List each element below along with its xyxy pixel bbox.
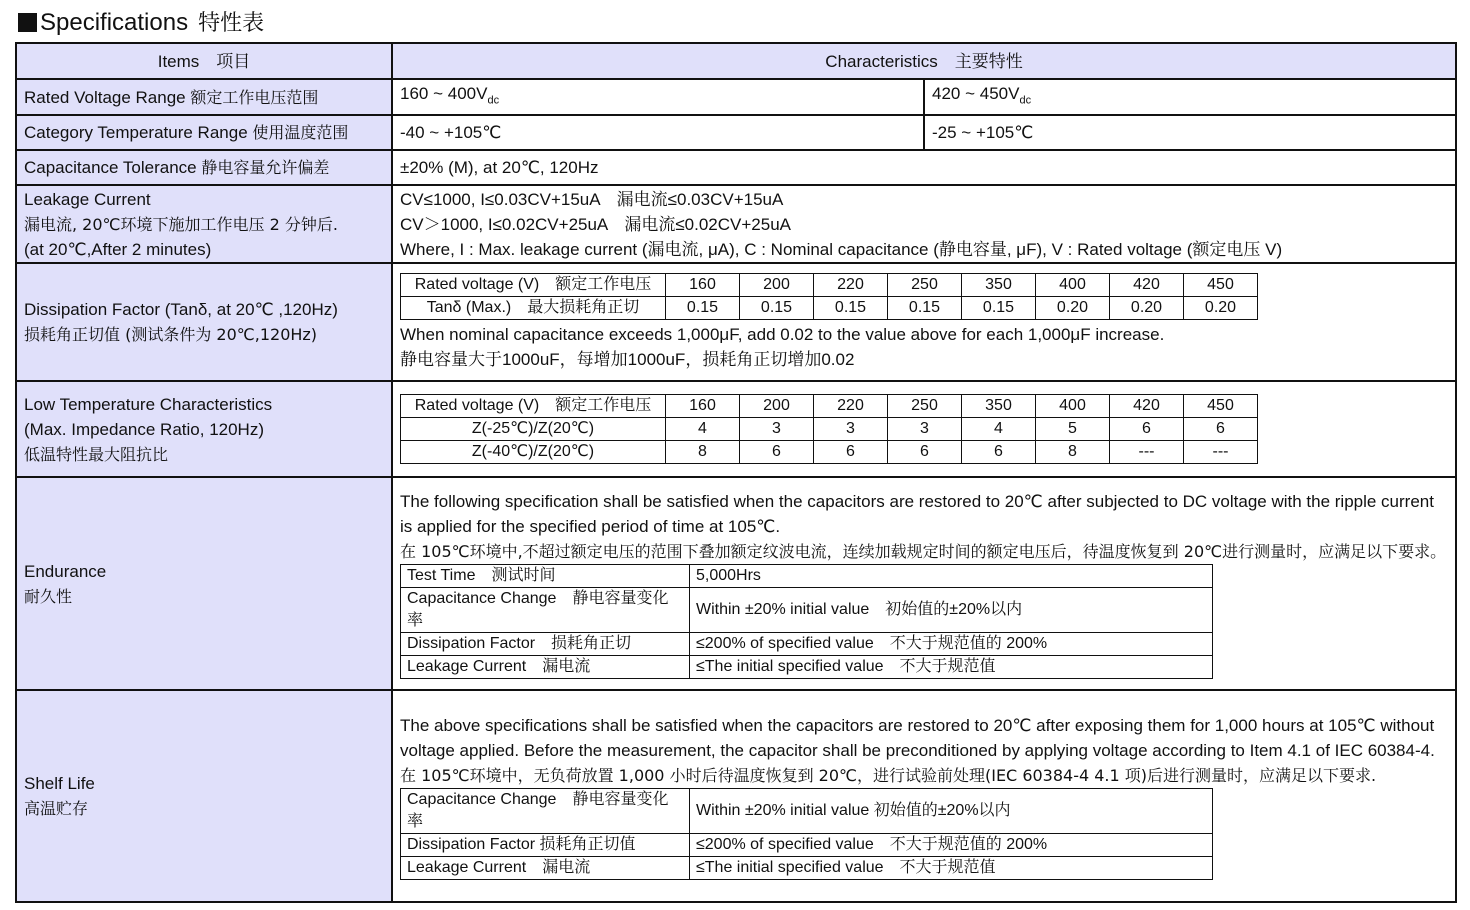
dissipation-factor-table (400, 273, 1258, 320)
lt-z25-header: Z(-25℃)/Z(20℃) (401, 418, 666, 441)
lt-z25-cell: 5 (1036, 418, 1110, 441)
shelf-value-cell: ≤The initial specified value 不大于规范值 (690, 856, 1213, 879)
low-temperature-row (16, 381, 1456, 477)
lt-z25-cell: 3 (740, 418, 814, 441)
page-title (18, 6, 264, 40)
lt-z25-cell: 6 (1184, 418, 1258, 441)
capacitance-tolerance-row (16, 150, 1456, 185)
lt-voltage-cell: 250 (888, 395, 962, 418)
leakage-current-label: Leakage Current 漏电流, 20℃环境下施加工作电压 2 分钟后. (at 20℃,After 2 minutes) (16, 185, 392, 263)
df-tan-cell: 0.15 (888, 296, 962, 319)
shelf-text-en: The above specifications shall be satisfied when the capacitors are restored to 20℃ after exposing them for 1,000 hours at 105℃ without voltage applied. Before the measurement, the capacitor shall be preconditioned by applying voltage according to Item 4.1 of IEC 60384-4. (400, 715, 1435, 760)
lt-z40-header: Z(-40℃)/Z(20℃) (401, 441, 666, 464)
title-en: Specifications (40, 9, 189, 36)
low-temperature-label: Low Temperature Characteristics (Max. Impedance Ratio, 120Hz) 低温特性最大阻抗比 (16, 381, 392, 477)
shelf-value-cell: Within ±20% initial value 初始值的±20%以内 (690, 788, 1213, 833)
df-voltage-cell: 250 (888, 273, 962, 296)
lt-rated-voltage-header: Rated voltage (V) 额定工作电压 (401, 395, 666, 418)
df-tan-cell: 0.15 (962, 296, 1036, 319)
dissipation-factor-label: Dissipation Factor (Tanδ, at 20℃ ,120Hz) 损耗角正切值 (测试条件为 20℃,120Hz) (16, 263, 392, 381)
df-voltage-cell: 420 (1110, 273, 1184, 296)
title-zh: 特性表 (198, 11, 265, 36)
endurance-row (16, 477, 1456, 690)
capacitance-tolerance-value: ±20% (M), at 20℃, 120Hz (392, 150, 1456, 185)
df-tan-cell: 0.15 (740, 296, 814, 319)
lt-z25-cell: 6 (1110, 418, 1184, 441)
rated-voltage-value-1: 160 ~ $400V_{dc}$ (392, 79, 924, 115)
low-temperature-table (400, 394, 1258, 464)
lt-z40-cell: 6 (888, 441, 962, 464)
df-voltage-cell: 160 (666, 273, 740, 296)
shelf-value-cell: ≤200% of specified value 不大于规范值的 200% (690, 833, 1213, 856)
lt-z40-cell: --- (1184, 441, 1258, 464)
df-tan-cell: 0.15 (666, 296, 740, 319)
header-row (16, 43, 1456, 79)
lt-z25-cell: 3 (888, 418, 962, 441)
df-voltage-cell: 350 (962, 273, 1036, 296)
endurance-value (392, 477, 1456, 690)
endurance-spec-table (400, 564, 1213, 679)
shelf-key: Capacitance Change 静电容量变化率 (401, 788, 690, 833)
lt-z40-cell: 8 (1036, 441, 1110, 464)
lt-z25-cell: 4 (666, 418, 740, 441)
shelf-text-zh: 在 105℃环境中，无负荷放置 1,000 小时后待温度恢复到 20℃，进行试验前处理(IEC 60384-4 4.1 项)后进行测量时，应满足以下要求. (400, 765, 1377, 785)
category-temperature-row (16, 115, 1456, 150)
lt-z25-cell: 4 (962, 418, 1036, 441)
endurance-text-zh: 在 105℃环境中,不超过额定电压的范围下叠加额定纹波电流，连续加载规定时间的额定电压后，待温度恢复到 20℃进行测量时，应满足以下要求。 (400, 541, 1447, 561)
lt-voltage-cell: 450 (1184, 395, 1258, 418)
rated-voltage-value-2: 420 ~ $450V_{dc}$ (924, 79, 1456, 115)
dissipation-factor-row (16, 263, 1456, 381)
low-temperature-value (392, 381, 1456, 477)
df-tan-cell: 0.20 (1036, 296, 1110, 319)
df-note-en: When nominal capacitance exceeds 1,000μF, add 0.02 to the value above for each 1,000μF increase. (400, 324, 1165, 344)
lt-voltage-cell: 400 (1036, 395, 1110, 418)
df-tan-cell: 0.20 (1184, 296, 1258, 319)
category-temperature-value-1: -40 ~ +105℃ (392, 115, 924, 150)
lt-voltage-cell: 220 (814, 395, 888, 418)
endurance-value-cell: ≤200% of specified value 不大于规范值的 200% (690, 632, 1213, 655)
endurance-value-cell: 5,000Hrs (690, 564, 1213, 587)
df-tan-cell: 0.20 (1110, 296, 1184, 319)
specifications-table (15, 42, 1457, 903)
capacitance-tolerance-label: Capacitance Tolerance 静电容量允许偏差 (16, 150, 392, 185)
df-voltage-cell: 450 (1184, 273, 1258, 296)
df-tan-cell: 0.15 (814, 296, 888, 319)
df-voltage-cell: 400 (1036, 273, 1110, 296)
endurance-text-en: The following specification shall be satisfied when the capacitors are restored to 20℃ after subjected to DC voltage with the ripple current is applied for the specified period of time at 105℃. (400, 491, 1434, 536)
rated-voltage-label: Rated Voltage Range 额定工作电压范围 (16, 79, 392, 115)
black-square-icon (18, 13, 37, 32)
lt-z40-cell: 8 (666, 441, 740, 464)
df-voltage-cell: 220 (814, 273, 888, 296)
endurance-value-cell: ≤The initial specified value 不大于规范值 (690, 655, 1213, 678)
shelf-life-row (16, 690, 1456, 902)
df-voltage-cell: 200 (740, 273, 814, 296)
shelf-life-label: Shelf Life 高温贮存 (16, 690, 392, 902)
df-note-zh: 静电容量大于1000uF，每增加1000uF，损耗角正切增加0.02 (400, 349, 855, 369)
category-temperature-label: Category Temperature Range 使用温度范围 (16, 115, 392, 150)
dissipation-factor-value (392, 263, 1456, 381)
shelf-key: Leakage Current 漏电流 (401, 856, 690, 879)
shelf-life-value (392, 690, 1456, 902)
endurance-key: Leakage Current 漏电流 (401, 655, 690, 678)
df-rated-voltage-header: Rated voltage (V) 额定工作电压 (401, 273, 666, 296)
header-characteristics: Characteristics 主要特性 (392, 43, 1456, 79)
shelf-key: Dissipation Factor 损耗角正切值 (401, 833, 690, 856)
lt-z40-cell: 6 (962, 441, 1036, 464)
lt-z25-cell: 3 (814, 418, 888, 441)
lt-voltage-cell: 420 (1110, 395, 1184, 418)
header-items: Items 项目 (16, 43, 392, 79)
leakage-current-value: CV≤1000, I≤0.03CV+15uA 漏电流≤0.03CV+15uA CV＞1000, I≤0.02CV+25uA 漏电流≤0.02CV+25uA Where, I : Max. leakage current (漏电流, μA), C : Nominal capacitance (静电容量, μF), V : Rated voltage (额定电压 V) (392, 185, 1456, 263)
rated-voltage-row (16, 79, 1456, 115)
endurance-label: Endurance 耐久性 (16, 477, 392, 690)
category-temperature-value-2: -25 ~ +105℃ (924, 115, 1456, 150)
df-tan-header: Tanδ (Max.) 最大损耗角正切 (401, 296, 666, 319)
lt-z40-cell: 6 (740, 441, 814, 464)
endurance-value-cell: Within ±20% initial value 初始值的±20%以内 (690, 587, 1213, 632)
endurance-key: Dissipation Factor 损耗角正切 (401, 632, 690, 655)
lt-voltage-cell: 350 (962, 395, 1036, 418)
endurance-key: Capacitance Change 静电容量变化率 (401, 587, 690, 632)
leakage-current-row (16, 185, 1456, 263)
endurance-key: Test Time 测试时间 (401, 564, 690, 587)
lt-z40-cell: 6 (814, 441, 888, 464)
lt-voltage-cell: 200 (740, 395, 814, 418)
lt-voltage-cell: 160 (666, 395, 740, 418)
shelf-spec-table (400, 788, 1213, 880)
lt-z40-cell: --- (1110, 441, 1184, 464)
